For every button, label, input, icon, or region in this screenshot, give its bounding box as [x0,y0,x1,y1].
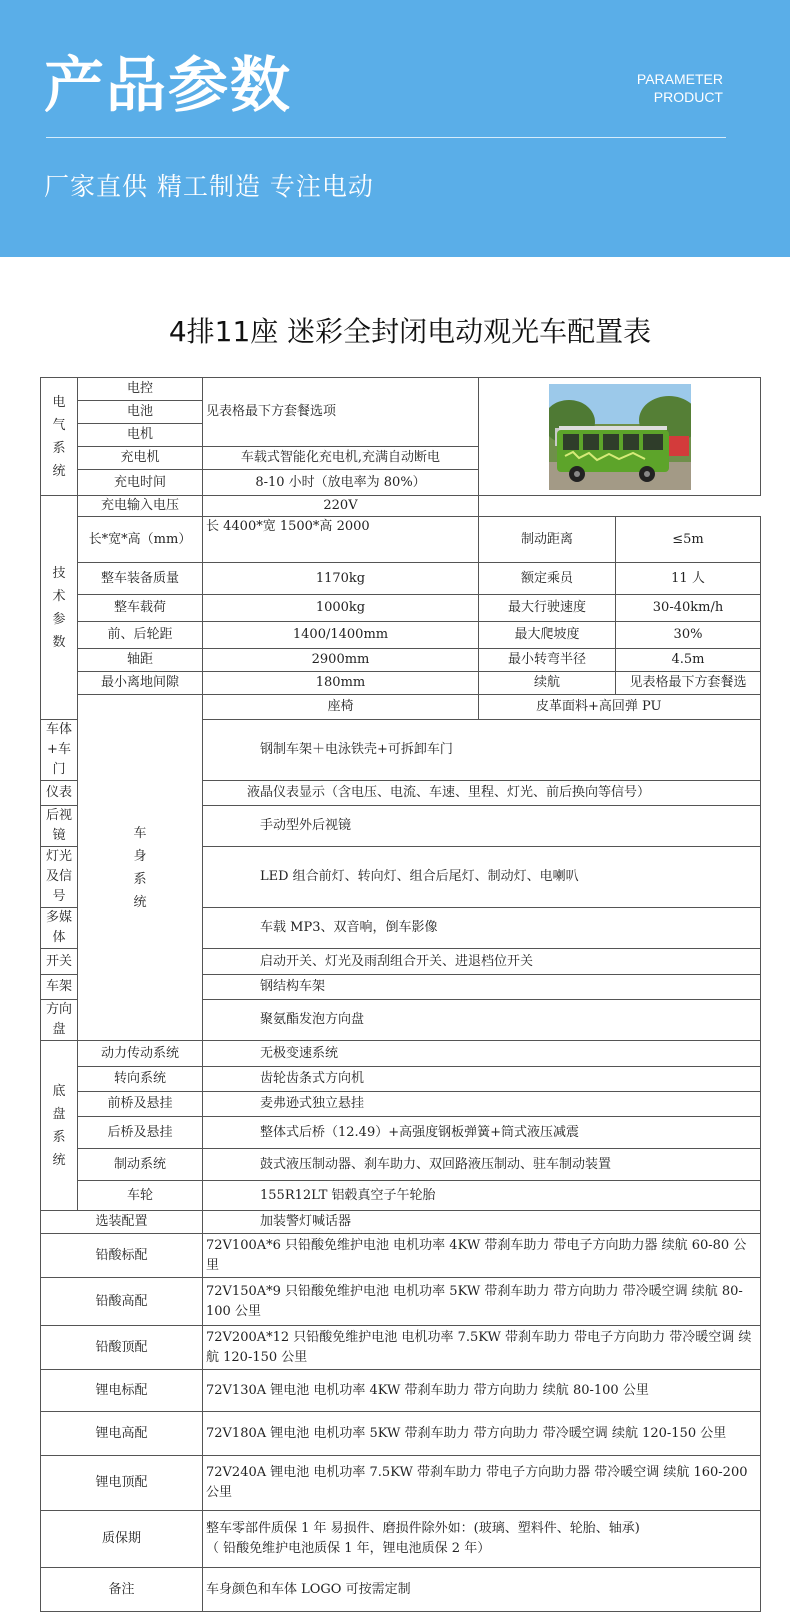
spec-label: 最大爬坡度 [479,622,616,649]
table-row [41,1149,761,1181]
table-row [41,672,761,695]
table-row [41,1211,761,1234]
spec-value: 见表格最下方套餐选项 [203,378,479,447]
table-row [41,1326,761,1370]
spec-label: 转向系统 [78,1067,203,1092]
spec-value: 见表格最下方套餐选 [616,672,761,695]
spec-label: 电机 [78,424,203,447]
package-label: 锂电高配 [41,1412,203,1456]
page-title: 4排11座 迷彩全封闭电动观光车配置表 [168,315,652,348]
spec-label: 后视镜 [41,806,78,847]
spec-value: 齿轮齿条式方向机 [203,1067,761,1092]
spec-label: 整车载荷 [78,595,203,622]
spec-value: 液晶仪表显示（含电压、电流、车速、里程、灯光、前后换向等信号） [203,781,761,806]
spec-label: 电池 [78,401,203,424]
spec-label: 制动系统 [78,1149,203,1181]
spec-value: 2900mm [203,649,479,672]
spec-value: 车载式智能化充电机,充满自动断电 [203,447,479,470]
spec-label: 整车装备质量 [78,563,203,595]
spec-label: 续航 [479,672,616,695]
table-row [41,1117,761,1149]
warranty-value [203,1511,761,1568]
spec-label: 开关 [41,949,78,975]
spec-label: 长*宽*高（mm） [78,517,203,563]
spec-value: LED 组合前灯、转向灯、组合后尾灯、制动灯、电喇叭 [203,847,761,908]
spec-value: 加装警灯喊话器 [203,1211,761,1234]
banner-english-line2: PRODUCT [653,89,723,105]
spec-value: 30-40km/h [616,595,761,622]
spec-label: 多媒体 [41,908,78,949]
table-row [41,496,761,517]
banner-title: 产品参数 [44,51,292,121]
spec-value: 启动开关、灯光及雨刮组合开关、进退档位开关 [203,949,761,975]
spec-label: 选装配置 [41,1211,203,1234]
package-value: 72V200A*12 只铅酸免维护电池 电机功率 7.5KW 带刹车助力 带电子方向助力 带冷暖空调 续航 120-150 公里 [203,1326,761,1370]
table-row [41,1181,761,1211]
spec-value: 车载 MP3、双音响，倒车影像 [203,908,761,949]
spec-label: 最小转弯半径 [479,649,616,672]
spec-label: 前、后轮距 [78,622,203,649]
spec-label: 电控 [78,378,203,401]
banner-divider [46,137,726,138]
spec-label: 车架 [41,975,78,1000]
package-label: 铅酸顶配 [41,1326,203,1370]
table-row [41,1456,761,1511]
table-row [41,378,761,401]
package-value: 72V180A 锂电池 电机功率 5KW 带刹车助力 带方向助力 带冷暖空调 续航 120-150 公里 [203,1412,761,1456]
spec-value: 手动型外后视镜 [203,806,761,847]
spec-label: 方向盘 [41,1000,78,1041]
group-tech: 技 术 参 数 [41,496,78,720]
spec-value: 155R12LT 铝毂真空子午轮胎 [203,1181,761,1211]
package-value: 72V240A 锂电池 电机功率 7.5KW 带刹车助力 带电子方向助力器 带冷暖空调 续航 160-200 公里 [203,1456,761,1511]
spec-label: 车轮 [78,1181,203,1211]
package-value: 72V130A 锂电池 电机功率 4KW 带刹车助力 带方向助力 续航 80-100 公里 [203,1370,761,1412]
table-row [41,1092,761,1117]
banner-english [637,70,723,106]
warranty-label: 质保期 [41,1511,203,1568]
remark-label: 备注 [41,1568,203,1612]
spec-value: 皮革面料+高回弹 PU [479,695,761,720]
spec-label: 最大行驶速度 [479,595,616,622]
spec-label: 前桥及悬挂 [78,1092,203,1117]
package-label: 铅酸标配 [41,1234,203,1278]
spec-label: 额定乘员 [479,563,616,595]
table-row [41,1234,761,1278]
table-row [41,563,761,595]
spec-value: 1400/1400mm [203,622,479,649]
spec-value: 麦弗逊式独立悬挂 [203,1092,761,1117]
spec-label: 充电输入电压 [78,496,203,517]
table-row [41,517,761,563]
spec-label: 充电机 [78,447,203,470]
table-row [41,649,761,672]
table-row [41,595,761,622]
spec-label: 车体+车门 [41,720,78,781]
spec-value: 长 4400*宽 1500*高 2000 [203,517,479,563]
spec-label: 制动距离 [479,517,616,563]
sightseeing-bus-photo [549,384,691,490]
spec-value: 4.5m [616,649,761,672]
vehicle-photo-cell [479,378,761,496]
table-row [41,622,761,649]
spec-label: 充电时间 [78,470,203,496]
package-value: 72V150A*9 只铅酸免维护电池 电机功率 5KW 带刹车助力 带方向助力 带冷暖空调 续航 80-100 公里 [203,1278,761,1326]
table-row [41,1412,761,1456]
spec-value: 钢结构车架 [203,975,761,1000]
remark-value: 车身颜色和车体 LOGO 可按需定制 [203,1568,761,1612]
package-label: 锂电顶配 [41,1456,203,1511]
spec-value: 钢制车架＋电泳铁壳+可拆卸车门 [203,720,761,781]
spec-value: 30% [616,622,761,649]
spec-table [40,377,761,1612]
spec-label: 最小离地间隙 [78,672,203,695]
spec-label: 动力传动系统 [78,1041,203,1067]
warranty-line2: （ 铅酸免维护电池质保 1 年，锂电池质保 2 年） [206,1541,491,1556]
table-row [41,695,761,720]
spec-value: 整体式后桥（12.49）+高强度钢板弹簧+筒式液压减震 [203,1117,761,1149]
group-electric: 电 气 系 统 [41,378,78,496]
spec-value: 聚氨酯发泡方向盘 [203,1000,761,1041]
spec-value: 8-10 小时（放电率为 80%） [203,470,479,496]
spec-value: 1000kg [203,595,479,622]
spec-value: 鼓式液压制动器、刹车助力、双回路液压制动、驻车制动装置 [203,1149,761,1181]
package-label: 铅酸高配 [41,1278,203,1326]
table-row [41,1568,761,1612]
group-body: 车 身 系 统 [78,695,203,1041]
header-banner [0,0,790,257]
table-row [41,1067,761,1092]
table-row [41,1041,761,1067]
spec-value: 无极变速系统 [203,1041,761,1067]
spec-value: 180mm [203,672,479,695]
spec-label: 仪表 [41,781,78,806]
spec-label: 灯光及信号 [41,847,78,908]
spec-label: 座椅 [203,695,479,720]
package-value: 72V100A*6 只铅酸免维护电池 电机功率 4KW 带刹车助力 带电子方向助力器 续航 60-80 公里 [203,1234,761,1278]
package-label: 锂电标配 [41,1370,203,1412]
spec-label: 轴距 [78,649,203,672]
spec-value: 1170kg [203,563,479,595]
table-row [41,1278,761,1326]
warranty-line1: 整车零部件质保 1 年 易损件、磨损件除外如：(玻璃、塑料件、轮胎、轴承) [206,1521,640,1536]
table-row [41,1511,761,1568]
banner-english-line1: PARAMETER [636,71,723,87]
banner-slogan: 厂家直供 精工制造 专注电动 [44,172,374,201]
spec-label: 后桥及悬挂 [78,1117,203,1149]
table-row [41,1370,761,1412]
group-chassis: 底 盘 系 统 [41,1041,78,1211]
spec-value: ≤5m [616,517,761,563]
spec-value: 220V [203,496,479,517]
spec-value: 11 人 [616,563,761,595]
